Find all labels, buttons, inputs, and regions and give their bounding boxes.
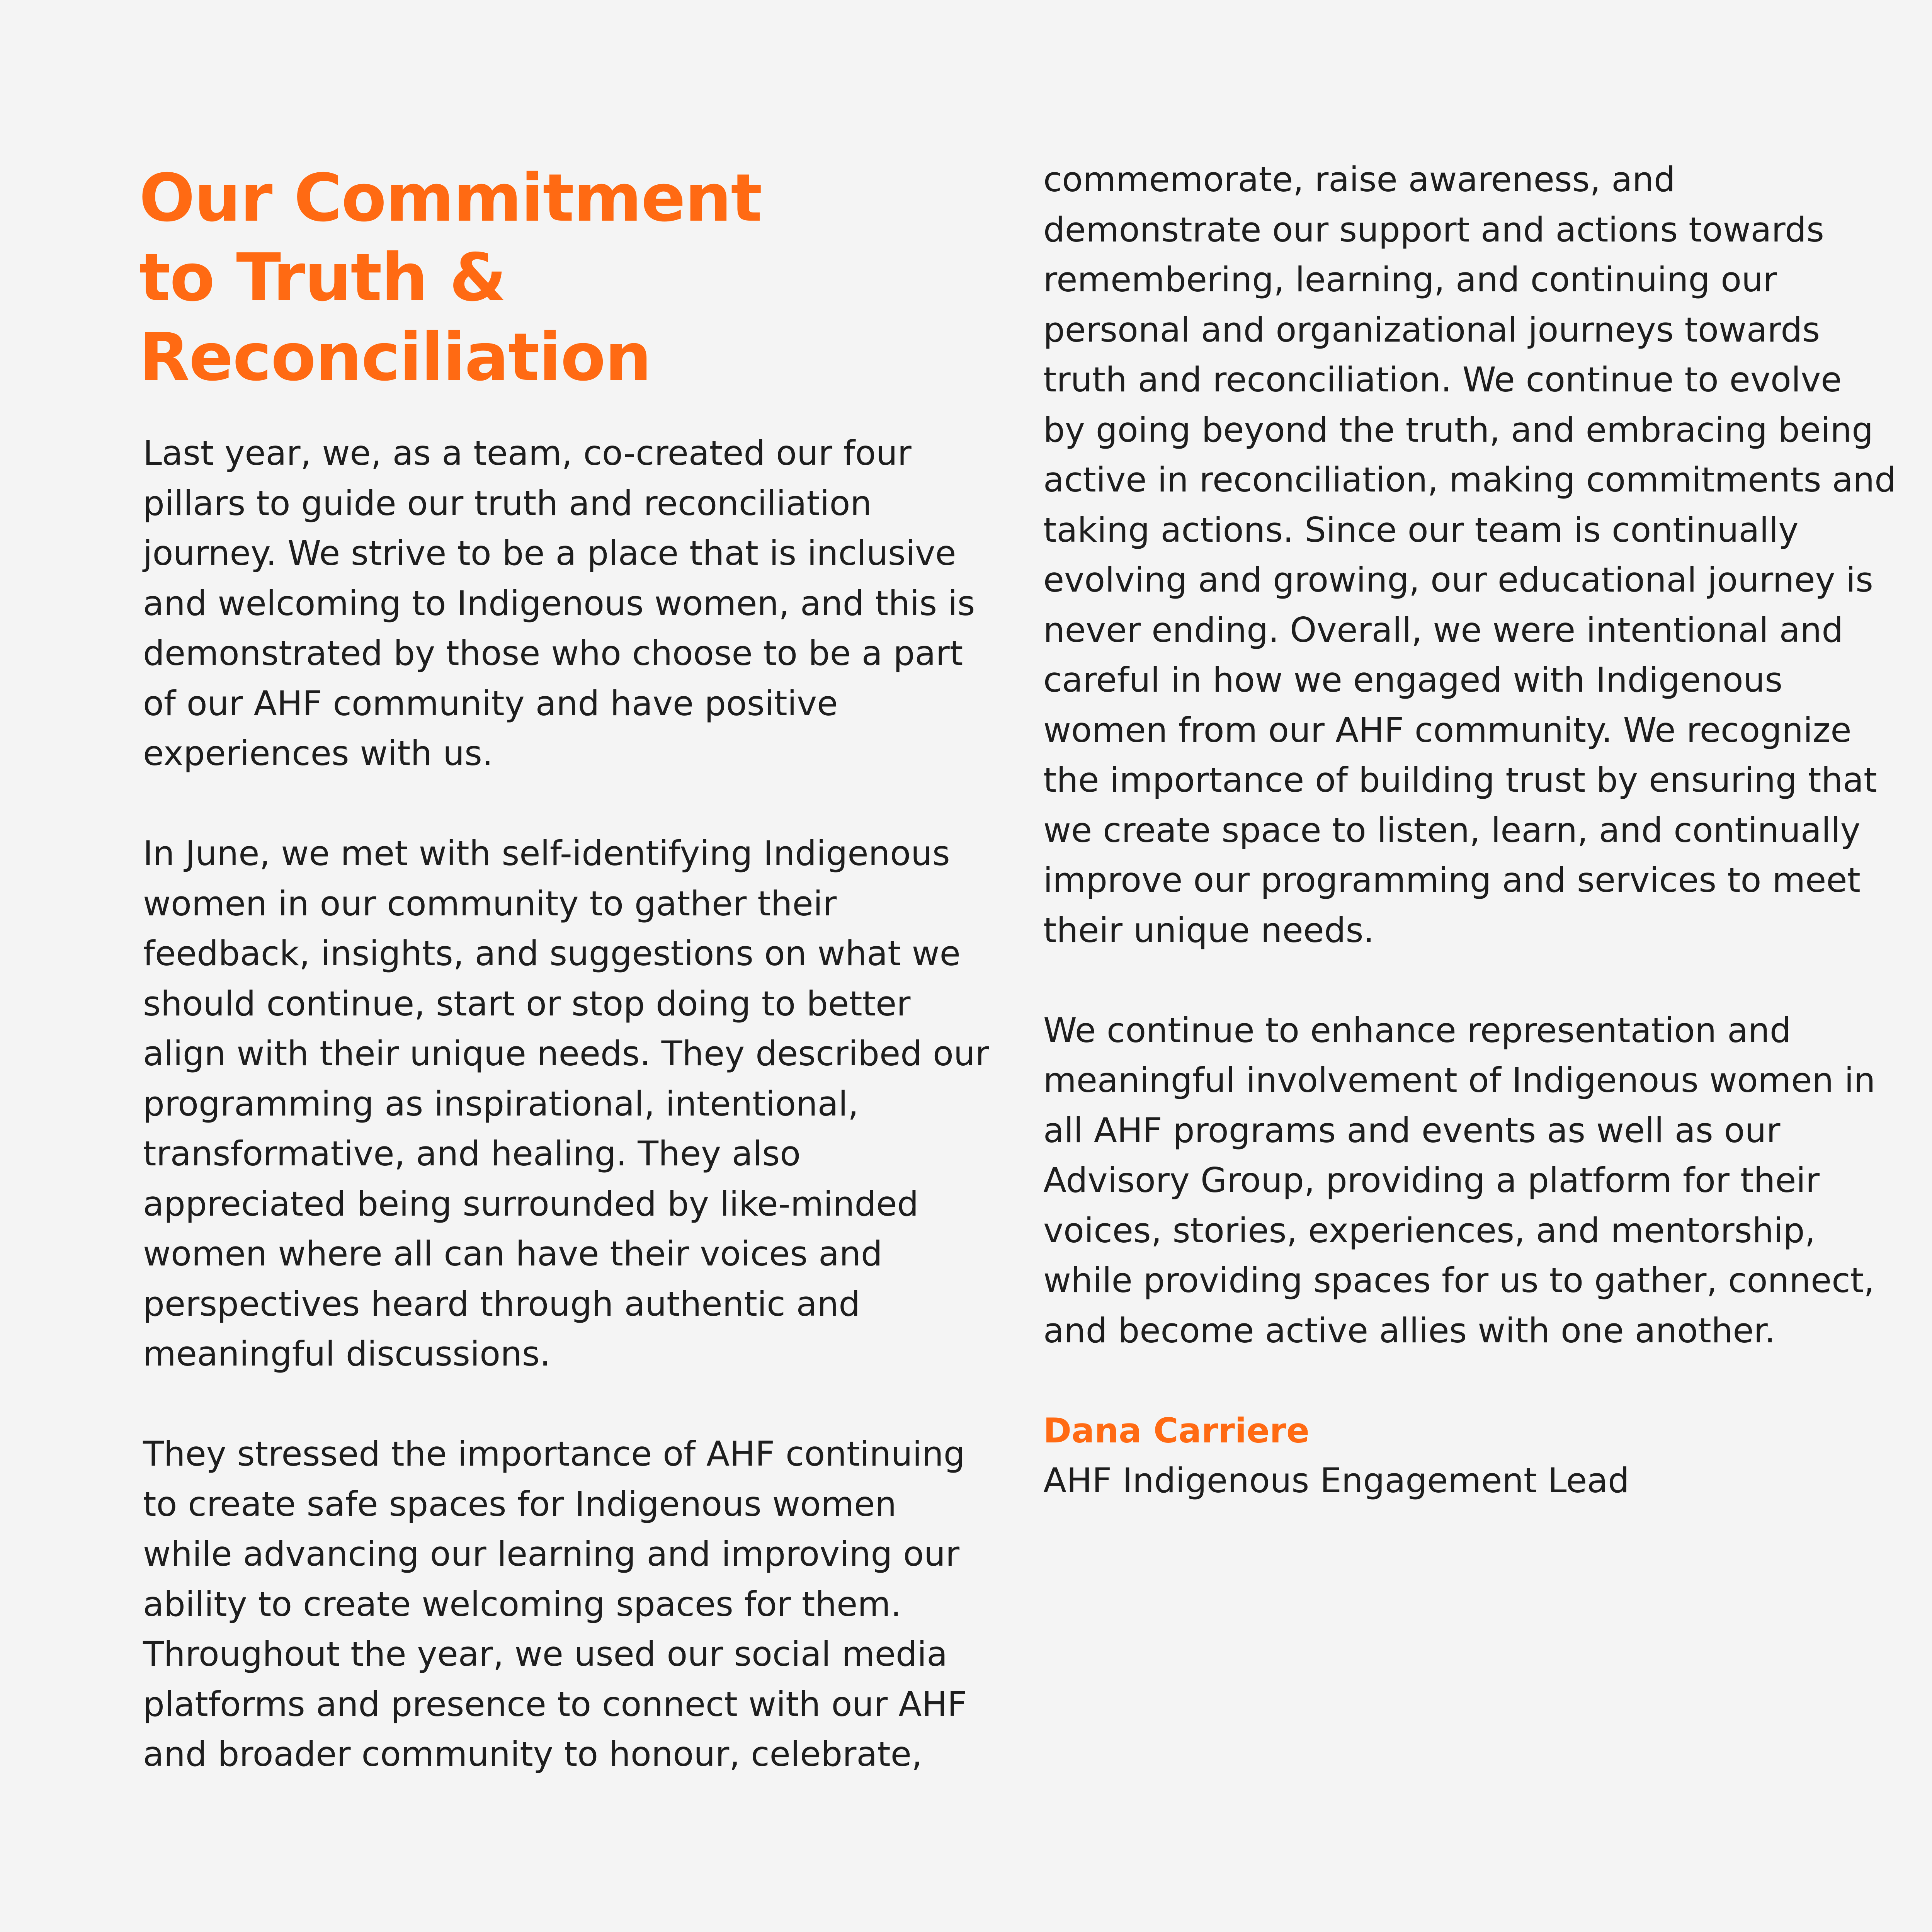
paragraph-safe-spaces xyxy=(143,1429,989,1779)
text-line: perspectives heard through authentic and xyxy=(143,1284,861,1324)
text-line: ability to create welcoming spaces for them. xyxy=(143,1584,901,1624)
text-line: never ending. Overall, we were intentional and xyxy=(1043,610,1844,650)
text-line: Advisory Group, providing a platform for their xyxy=(1043,1160,1820,1200)
text-line: remembering, learning, and continuing our xyxy=(1043,260,1777,299)
text-line: and broader community to honour, celebrate, xyxy=(143,1734,922,1774)
text-line: truth and reconciliation. We continue to evolve xyxy=(1043,360,1842,400)
text-line: of our AHF community and have positive xyxy=(143,683,838,723)
signature-name: Dana Carriere xyxy=(1043,1410,1310,1451)
text-line: while providing spaces for us to gather, connect, xyxy=(1043,1260,1875,1300)
signature-role: AHF Indigenous Engagement Lead xyxy=(1043,1461,1629,1500)
text-line: feedback, insights, and suggestions on what we xyxy=(143,934,961,973)
paragraph-continuation xyxy=(1043,155,1896,955)
text-line: journey. We strive to be a place that is inclusive xyxy=(143,533,956,573)
text-line: women where all can have their voices and xyxy=(143,1234,883,1274)
paragraph-gap xyxy=(1043,1355,1896,1406)
right-body-text xyxy=(1043,155,1896,1506)
text-line: In June, we met with self-identifying Indigenous xyxy=(143,833,950,873)
left-body-text xyxy=(143,428,989,1779)
paragraph-gap xyxy=(143,1379,989,1429)
page-title xyxy=(139,158,762,397)
text-line: transformative, and healing. They also xyxy=(143,1134,801,1173)
text-line: their unique needs. xyxy=(1043,910,1374,950)
text-line: voices, stories, experiences, and mentorship, xyxy=(1043,1210,1816,1250)
text-line: appreciated being surrounded by like-minded xyxy=(143,1184,919,1224)
text-line: align with their unique needs. They described our xyxy=(143,1034,989,1073)
text-line: Throughout the year, we used our social media xyxy=(143,1634,948,1674)
text-line: active in reconciliation, making commitments and xyxy=(1043,460,1896,500)
text-line: improve our programming and services to meet xyxy=(1043,860,1861,900)
text-line: They stressed the importance of AHF continuing xyxy=(143,1434,965,1474)
title-line: Reconciliation xyxy=(139,319,651,396)
text-line: demonstrate our support and actions towards xyxy=(1043,209,1824,250)
text-line: to create safe spaces for Indigenous women xyxy=(143,1484,897,1524)
text-line: all AHF programs and events as well as our xyxy=(1043,1110,1781,1150)
text-line: programming as inspirational, intentional, xyxy=(143,1083,859,1124)
text-line: and welcoming to Indigenous women, and this is xyxy=(143,583,975,623)
title-line: to Truth & xyxy=(139,240,506,316)
text-line: We continue to enhance representation and xyxy=(1043,1010,1791,1050)
text-line: the importance of building trust by ensuring that xyxy=(1043,760,1877,800)
text-line: meaningful discussions. xyxy=(143,1334,551,1374)
text-line: while advancing our learning and improving our xyxy=(143,1534,960,1574)
text-line: we create space to listen, learn, and continually xyxy=(1043,810,1861,850)
text-line: and become active allies with one another. xyxy=(1043,1310,1776,1350)
text-line: experiences with us. xyxy=(143,733,493,773)
text-line: meaningful involvement of Indigenous women in xyxy=(1043,1060,1876,1100)
text-line: commemorate, raise awareness, and xyxy=(1043,160,1675,199)
text-line: personal and organizational journeys towards xyxy=(1043,310,1820,350)
text-line: demonstrated by those who choose to be a part xyxy=(143,633,963,673)
title-line: Our Commitment xyxy=(139,160,762,236)
text-line: women in our community to gather their xyxy=(143,883,837,923)
paragraph-representation xyxy=(1043,1005,1896,1356)
text-line: careful in how we engaged with Indigenous xyxy=(1043,660,1783,700)
paragraph-june-meeting xyxy=(143,828,989,1379)
text-line: should continue, start or stop doing to better xyxy=(143,983,911,1024)
text-line: women from our AHF community. We recognize xyxy=(1043,710,1852,750)
text-line: taking actions. Since our team is continually xyxy=(1043,510,1799,550)
paragraph-gap xyxy=(143,779,989,829)
text-line: platforms and presence to connect with our AHF xyxy=(143,1684,967,1724)
signature-block xyxy=(1043,1406,1896,1506)
paragraph-gap xyxy=(1043,955,1896,1005)
text-line: by going beyond the truth, and embracing being xyxy=(1043,410,1874,450)
paragraph-pillars xyxy=(143,428,989,779)
text-line: Last year, we, as a team, co-created our four xyxy=(143,433,912,473)
text-line: evolving and growing, our educational journey is xyxy=(1043,560,1873,600)
text-line: pillars to guide our truth and reconciliation xyxy=(143,483,872,523)
